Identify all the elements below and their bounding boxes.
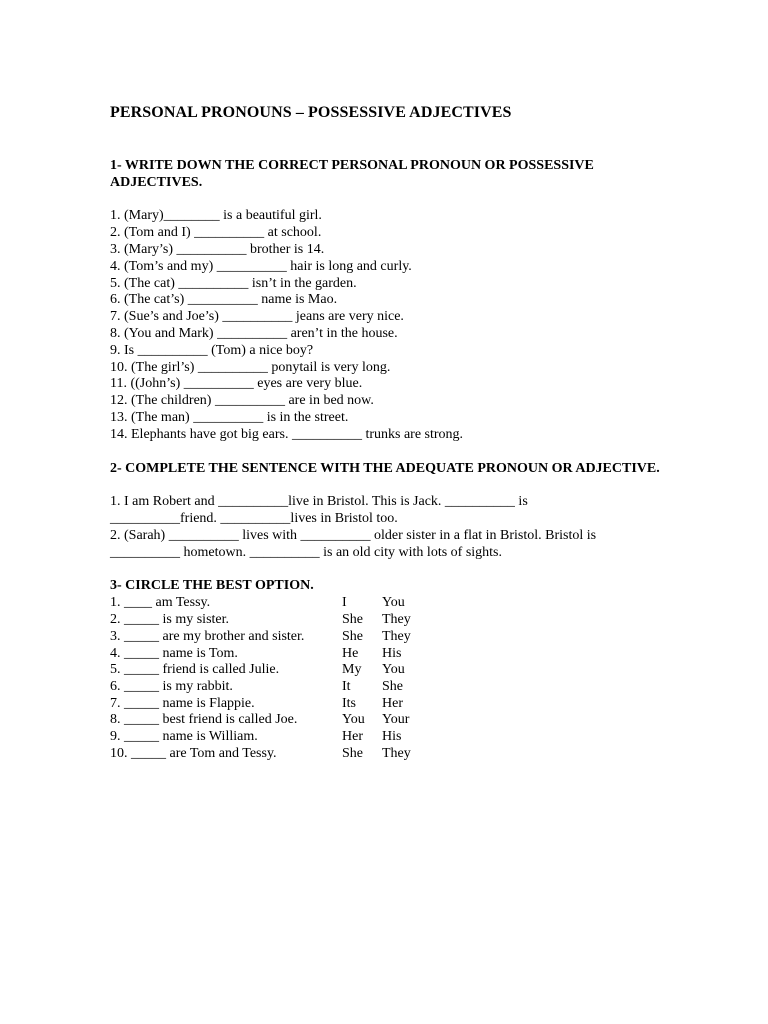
section1-item: 7. (Sue’s and Joe’s) __________ jeans are very nice. [110,309,404,324]
option-question: 3. _____ are my brother and sister. [110,629,305,644]
option-row [110,711,530,728]
section1-item: 9. Is __________ (Tom) a nice boy? [110,343,314,358]
option-question: 6. _____ is my rabbit. [110,679,233,694]
option-question: 5. _____ friend is called Julie. [110,662,280,677]
section1-item: 1. (Mary)________ is a beautiful girl. [110,208,322,223]
option-question: 7. _____ name is Flappie. [110,696,255,711]
section2-heading: 2- COMPLETE THE SENTENCE WITH THE ADEQUATE PRONOUN OR ADJECTIVE. [110,461,660,476]
option-row [110,678,530,695]
section1-item: 5. (The cat) __________ isn’t in the garden. [110,276,357,291]
section1-item: 14. Elephants have got big ears. __________ trunks are strong. [110,427,464,442]
section2-line: 1. I am Robert and __________live in Bristol. This is Jack. __________ is [110,494,528,509]
page-title: PERSONAL PRONOUNS – POSSESSIVE ADJECTIVES [110,104,512,121]
option-a: You [342,712,365,727]
section2-line: __________ hometown. __________ is an old city with lots of sights. [110,545,502,560]
option-b: His [382,729,402,744]
option-a: I [342,595,347,610]
option-row [110,695,530,712]
section2-line: 2. (Sarah) __________ lives with __________ older sister in a flat in Bristol. Bristol is [110,528,597,543]
option-row [110,645,530,662]
option-b: She [382,679,403,694]
section1-item: 8. (You and Mark) __________ aren’t in the house. [110,326,398,341]
option-a: Her [342,729,363,744]
option-question: 4. _____ name is Tom. [110,646,238,661]
option-question: 1. ____ am Tessy. [110,595,211,610]
option-b: You [382,595,405,610]
section3-heading: 3- CIRCLE THE BEST OPTION. [110,578,314,593]
option-a: She [342,612,363,627]
section1-item: 13. (The man) __________ is in the street. [110,410,349,425]
option-b: Her [382,696,403,711]
section1-item: 4. (Tom’s and my) __________ hair is long and curly. [110,259,412,274]
option-a: Its [342,696,356,711]
option-a: It [342,679,351,694]
option-row [110,745,530,762]
option-b: They [382,612,411,627]
option-b: They [382,746,411,761]
option-row [110,594,530,611]
option-question: 2. _____ is my sister. [110,612,230,627]
option-b: They [382,629,411,644]
option-b: Your [382,712,410,727]
section1-heading: 1- WRITE DOWN THE CORRECT PERSONAL PRONOUN OR POSSESSIVE ADJECTIVES. [110,158,594,190]
section1-item: 6. (The cat’s) __________ name is Mao. [110,292,338,307]
option-b: His [382,646,402,661]
section1-item: 3. (Mary’s) __________ brother is 14. [110,242,325,257]
option-row [110,628,530,645]
section1-item: 10. (The girl’s) __________ ponytail is very long. [110,360,391,375]
section1-item: 12. (The children) __________ are in bed now. [110,393,374,408]
option-question: 9. _____ name is William. [110,729,258,744]
section1-item: 2. (Tom and I) __________ at school. [110,225,322,240]
option-row [110,728,530,745]
option-a: He [342,646,359,661]
option-question: 10. _____ are Tom and Tessy. [110,746,277,761]
option-a: She [342,629,363,644]
option-row [110,661,530,678]
option-question: 8. _____ best friend is called Joe. [110,712,298,727]
option-b: You [382,662,405,677]
option-a: She [342,746,363,761]
section1-item: 11. ((John’s) __________ eyes are very blue. [110,376,363,391]
option-a: My [342,662,362,677]
option-row [110,611,530,628]
section2-line: __________friend. __________lives in Bristol too. [110,511,398,526]
